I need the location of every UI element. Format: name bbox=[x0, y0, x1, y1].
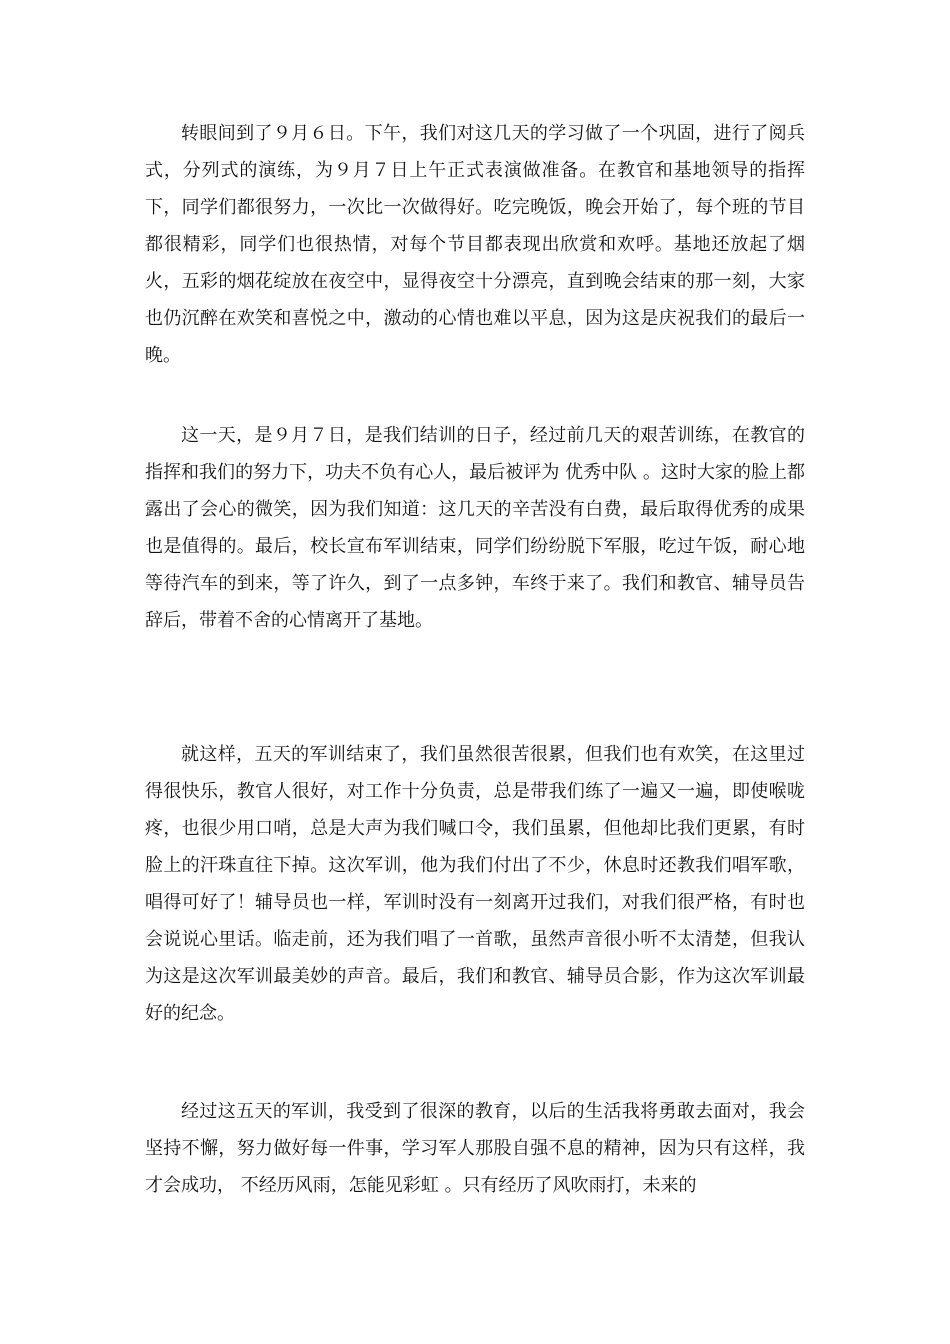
paragraph-2: 这一天，是９月７日，是我们结训的日子，经过前几天的艰苦训练，在教官的指挥和我们的努力下，功夫不负有心人，最后被评为 优秀中队 。这时大家的脸上都露出了会心的微笑，因为我们知道：这几天的辛苦没有白费，最后取得优秀的成果也是值得的。最后，校长宣布军训结束，同学们纷纷脱下军服，吃过午饭，耐心地等待汽车的到来，等了许久，到了一点多钟，车终于来了。我们和教官、辅导员告辞后，带着不舍的心情离开了基地。 bbox=[145, 425, 805, 631]
paragraph-3: 就这样，五天的军训结束了，我们虽然很苦很累，但我们也有欢笑，在这里过得很快乐，教官人很好，对工作十分负责，总是带我们练了一遍又一遍，即使喉咙疼，也很少用口哨，总是大声为我们喊口令，我们虽累，但他却比我们更累，有时脸上的汗珠直往下掉。这次军训，他为我们付出了不少，休息时还教我们唱军歌，唱得可好了！辅导员也一样，军训时没有一刻离开过我们，对我们很严格，有时也会说说心里话。临走前，还为我们唱了一首歌，虽然声音很小听不太清楚，但我认为这是这次军训最美妙的声音。最后，我们和教官、辅导员合影，作为这次军训最好的纪念。 bbox=[145, 744, 805, 1024]
paragraph-1: 转眼间到了９月６日。下午，我们对这几天的学习做了一个巩固，进行了阅兵式，分列式的演练，为９月７日上午正式表演做准备。在教官和基地领导的指挥下，同学们都很努力，一次比一次做得好。吃完晚饭，晚会开始了，每个班的节目都很精彩，同学们也很热情，对每个节目都表现出欣赏和欢呼。基地还放起了烟火，五彩的烟花绽放在夜空中，显得夜空十分漂亮，直到晚会结束的那一刻，大家也仍沉醉在欢笑和喜悦之中，激动的心情也难以平息，因为这是庆祝我们的最后一晚。 bbox=[145, 123, 805, 366]
paragraph-4: 经过这五天的军训，我受到了很深的教育，以后的生活我将勇敢去面对，我会坚持不懈，努力做好每一件事，学习军人那股自强不息的精神，因为只有这样，我才会成功， 不经历风雨，怎能见彩虹 。只有经历了风吹雨打，未来的 bbox=[145, 1101, 805, 1196]
